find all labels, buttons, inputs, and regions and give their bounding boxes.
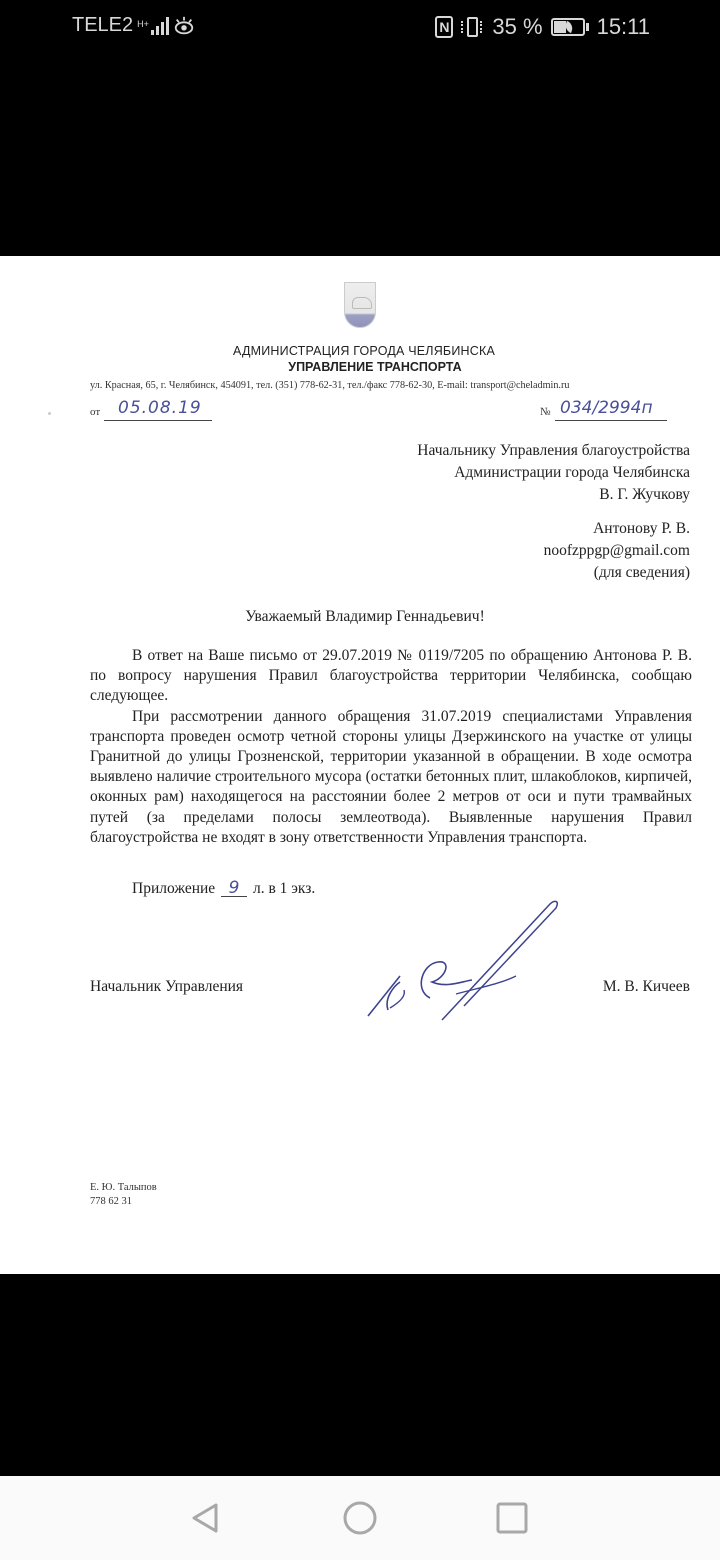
- cc-email: noofzppgp@gmail.com: [543, 542, 690, 559]
- addressee-line: В. Г. Жучкову: [599, 486, 690, 503]
- greeting: Уважаемый Владимир Геннадьевич!: [245, 608, 485, 625]
- org-address: ул. Красная, 65, г. Челябинск, 454091, тел. (351) 778-62-31, тел./факс 778-62-30, E-mail: transport@cheladmin.ru: [90, 380, 570, 391]
- network-type: H+: [137, 18, 149, 29]
- department-name: УПРАВЛЕНИЕ ТРАНСПОРТА: [288, 360, 462, 374]
- handwritten-signature: [360, 898, 580, 1028]
- eye-comfort-icon: [173, 15, 195, 37]
- signer-position: Начальник Управления: [90, 978, 244, 995]
- addressee-line: Начальнику Управления благоустройства: [417, 442, 690, 459]
- body-paragraph: В ответ на Ваше письмо от 29.07.2019 № 0119/7205 по обращению Антонова Р. В. по вопросу нарушения Правил благоустройства территории Челябинска, сообщаю следующее.: [90, 647, 692, 705]
- cc-block: [544, 518, 690, 584]
- signer-name: М. В. Кичеев: [602, 978, 690, 995]
- scan-speck: [48, 412, 51, 415]
- battery-percent: 35 %: [492, 14, 543, 39]
- date-label: от: [90, 406, 101, 418]
- status-bar-right: [435, 14, 650, 40]
- letter-date: 05.08.19: [118, 398, 202, 418]
- signal-icon: [137, 17, 169, 35]
- org-name: АДМИНИСТРАЦИЯ ГОРОДА ЧЕЛЯБИНСКА: [233, 344, 495, 358]
- home-button[interactable]: [338, 1496, 382, 1540]
- city-coat-of-arms-icon: [344, 282, 376, 328]
- status-bar-left: [72, 14, 195, 37]
- executor-phone: 778 62 31: [90, 1196, 132, 1207]
- back-triangle-icon: [188, 1500, 224, 1536]
- battery-saver-icon: [551, 18, 589, 36]
- recents-square-icon: [494, 1500, 530, 1536]
- home-circle-icon: [342, 1500, 378, 1536]
- cc-note: (для сведения): [593, 564, 690, 581]
- appendix-pages: 9: [221, 880, 247, 897]
- executor-block: [90, 1181, 157, 1209]
- letter-body: [90, 646, 692, 848]
- appendix-label: Приложение: [132, 880, 216, 897]
- navigation-bar: [0, 1476, 720, 1560]
- appendix-line: [132, 880, 315, 898]
- date-underline: [104, 420, 212, 421]
- body-paragraph: При рассмотрении данного обращения 31.07.2019 специалистами Управления транспорта проведен осмотр четной стороны улицы Дзержинского на участке от улицы Гранитной до улицы Грозненской, территории указанной в обращении. В ходе осмотра выявлено наличие строительного мусора (остатки бетонных плит, шлакоблоков, кирпичей, оконных рам) находящегося на расстоянии более 2 метров от оси и пути трамвайных путей (за пределами полосы землеотвода). Выявленные нарушения Правил благоустройства не входят в зону ответственности Управления транспорта.: [90, 707, 692, 846]
- executor-name: Е. Ю. Талыпов: [90, 1182, 157, 1193]
- nfc-icon: N: [435, 16, 453, 38]
- recents-button[interactable]: [490, 1496, 534, 1540]
- addressee-block: [417, 440, 690, 506]
- addressee-line: Администрации города Челябинска: [454, 464, 690, 481]
- number-underline: [555, 420, 667, 421]
- status-bar: [0, 0, 720, 56]
- back-button[interactable]: [184, 1496, 228, 1540]
- letter-number: 034/2994п: [560, 398, 653, 418]
- vibrate-icon: [461, 17, 484, 37]
- appendix-suffix: л. в 1 экз.: [252, 880, 316, 897]
- document-image[interactable]: [0, 256, 720, 1274]
- cc-name: Антонову Р. В.: [593, 520, 690, 537]
- carrier-name: TELE2: [72, 14, 134, 36]
- number-label: №: [540, 406, 551, 418]
- clock: 15:11: [596, 14, 650, 39]
